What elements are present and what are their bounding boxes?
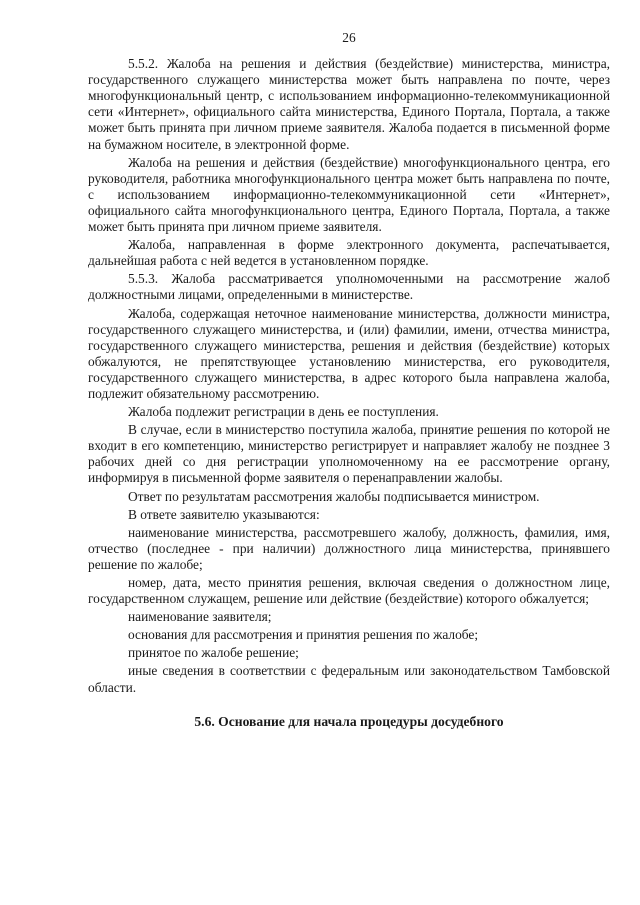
list-item: принятое по жалобе решение; [128,645,299,661]
paragraph: 5.5.2. Жалоба на решения и действия (бездействие) министерства, министра, государственного служащего министерства может быть направлена по почте, через многофункциональный центр, с использованием информационно-телекоммуникационной сети «Интернет», официального сайта министерства, Единого Портала, Портала, а также может быть принята при личном приеме заявителя. Жалоба подается в письменной форме на бумажном носителе, в электронной форме. [88,56,610,152]
list-item: номер, дата, место принятия решения, включая сведения о должностном лице, государственном служащем, решение или действие (бездействие) которого обжалуется; [88,575,610,607]
document-page [88,30,610,730]
list-item: наименование заявителя; [128,609,272,625]
list-item: иные сведения в соответствии с федеральным или законодательством Тамбовской области. [88,663,610,695]
paragraph: В ответе заявителю указываются: [128,506,320,522]
paragraph: Жалоба на решения и действия (бездействие) многофункционального центра, его руководителя, работника многофункционального центра может быть направлена по почте, с использованием информационно-телекоммуникационной сети «Интернет», официального сайта многофункционального центра, Единого Портала, Портала, а также может быть принята при личном приеме заявителя. [88,154,610,235]
paragraph: Жалоба, содержащая неточное наименование министерства, должности министра, государственного служащего министерства, и (или) фамилии, имени, отчества министра, государственного служащего министерства, решения и действия (бездействие) которых обжалуются, не препятствующее установлению министерства, его руководителя, государственного служащего министерства, в адрес которого была направлена жалоба, подлежит обязательному рассмотрению. [88,305,610,401]
paragraph: Жалоба, направленная в форме электронного документа, распечатывается, дальнейшая работа с ней ведется в установленном порядке. [88,237,610,269]
paragraph: Ответ по результатам рассмотрения жалобы подписывается министром. [128,488,540,504]
paragraph: 5.5.3. Жалоба рассматривается уполномоченными на рассмотрение жалоб должностными лицами, определенными в министерстве. [88,271,610,303]
page-number: 26 [342,30,356,45]
list-item: основания для рассмотрения и принятия решения по жалобе; [128,627,479,643]
list-item: наименование министерства, рассмотревшего жалобу, должность, фамилия, имя, отчество (последнее - при наличии) должностного лица министерства, принявшего решение по жалобе; [88,524,610,572]
paragraph: Жалоба подлежит регистрации в день ее поступления. [128,404,439,420]
section-heading: 5.6. Основание для начала процедуры досудебного [194,713,504,729]
paragraph: В случае, если в министерство поступила жалоба, принятие решения по которой не входит в его компетенцию, министерство регистрирует и направляет жалобу не позднее 3 рабочих дней со дня регистрации уполномоченному на ее рассмотрение органу, информируя в письменной форме заявителя о перенаправлении жалобы. [88,422,610,486]
